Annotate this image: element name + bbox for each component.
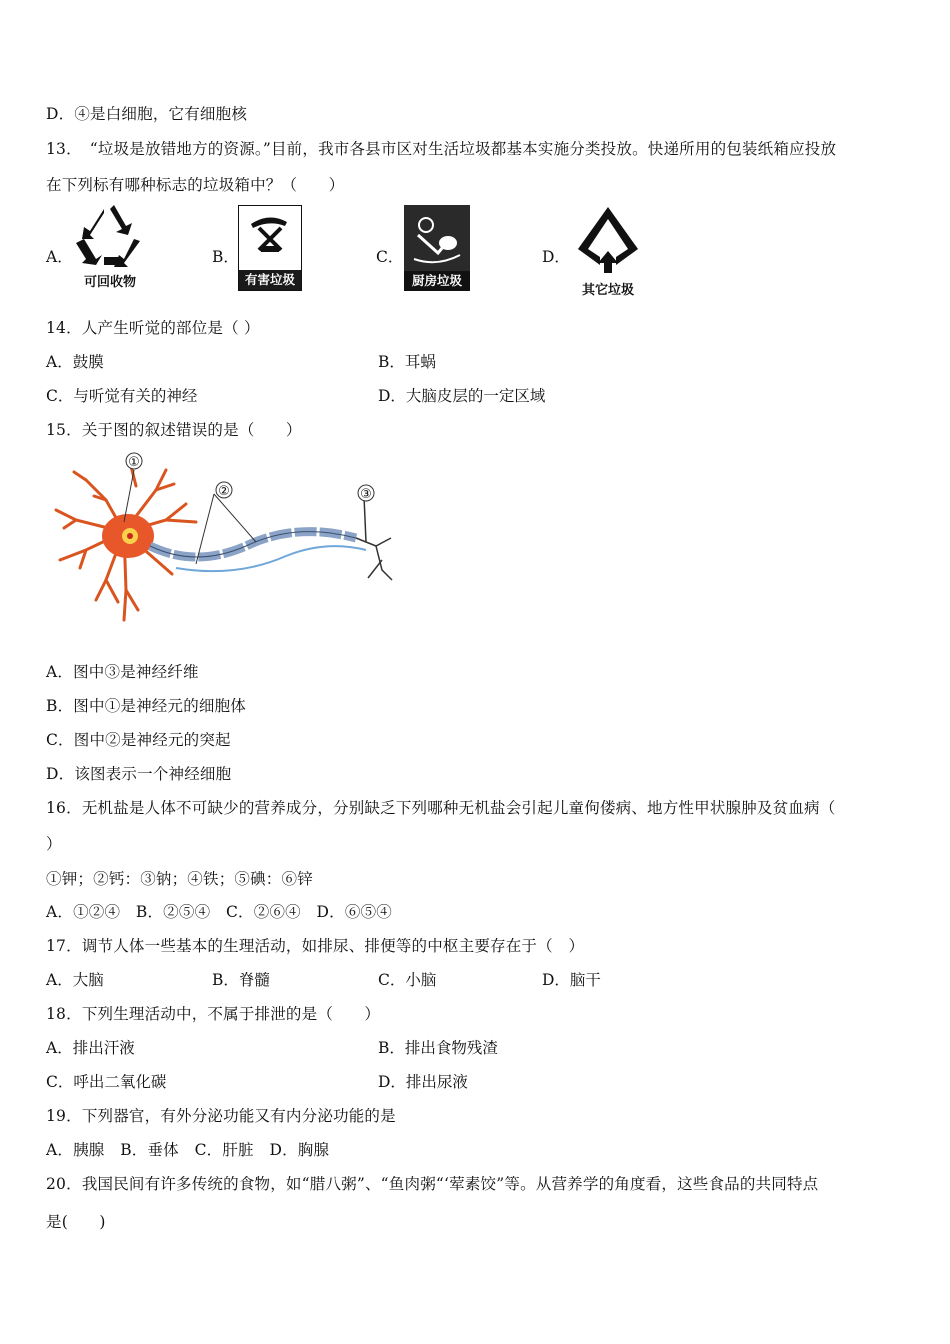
q19-stem: 19．下列器官，有外分泌功能又有内分泌功能的是 bbox=[46, 1107, 396, 1125]
q16-options: A．①②④ B．②⑤④ C．②⑥④ D．⑥⑤④ bbox=[46, 903, 392, 921]
q15-option-b: B．图中①是神经元的细胞体 bbox=[46, 697, 246, 715]
q16-stem-line1: 16．无机盐是人体不可缺少的营养成分，分别缺乏下列哪种无机盐会引起儿童佝偻病、地方性甲状腺肿及贫血病（ bbox=[46, 799, 836, 817]
q14-option-b: B．耳蜗 bbox=[378, 353, 436, 371]
figure-label-2: ② bbox=[218, 484, 230, 499]
q13-option-d-caption: 其它垃圾 bbox=[581, 283, 634, 298]
q13-option-c-label: C． bbox=[376, 248, 404, 266]
kitchen-waste-icon bbox=[404, 205, 470, 269]
q13-option-d-label: D． bbox=[542, 248, 570, 266]
hazardous-waste-icon bbox=[239, 206, 301, 268]
q18-option-a: A．排出汗液 bbox=[46, 1039, 135, 1057]
q12-option-d: D．④是白细胞，它有细胞核 bbox=[46, 105, 248, 123]
q19-options: A．胰腺 B．垂体 C．肝脏 D．胸腺 bbox=[46, 1141, 330, 1159]
q13-stem-line2: 在下列标有哪种标志的垃圾箱中？（ ） bbox=[46, 176, 345, 194]
recycle-icon bbox=[74, 205, 146, 267]
q16-stem-line2: ） bbox=[46, 835, 62, 853]
q14-stem: 14．人产生听觉的部位是（ ） bbox=[46, 319, 260, 337]
neuron-figure bbox=[46, 450, 396, 625]
q20-stem-line2: 是( ) bbox=[46, 1213, 106, 1231]
q15-stem: 15．关于图的叙述错误的是（ ） bbox=[46, 421, 302, 439]
figure-label-1: ① bbox=[128, 455, 140, 470]
q18-option-d: D．排出尿液 bbox=[378, 1073, 468, 1091]
q13-option-b-image bbox=[238, 205, 302, 291]
q14-option-d: D．大脑皮层的一定区域 bbox=[378, 387, 546, 405]
q17-option-c: C．小脑 bbox=[378, 971, 437, 989]
q13-option-c-image bbox=[404, 205, 470, 291]
q13-option-d-image bbox=[572, 205, 644, 298]
q17-stem: 17．调节人体一些基本的生理活动，如排尿、排便等的中枢主要存在于（ ） bbox=[46, 937, 585, 955]
q17-option-d: D．脑干 bbox=[542, 971, 601, 989]
q14-option-c: C．与听觉有关的神经 bbox=[46, 387, 198, 405]
q18-stem: 18．下列生理活动中，不属于排泄的是（ ） bbox=[46, 1005, 381, 1023]
q13-option-b-caption: 有害垃圾 bbox=[239, 270, 301, 290]
q18-option-b: B．排出食物残渣 bbox=[378, 1039, 498, 1057]
q15-option-a: A．图中③是神经纤维 bbox=[46, 663, 199, 681]
q15-option-d: D．该图表示一个神经细胞 bbox=[46, 765, 232, 783]
q18-option-c: C．呼出二氧化碳 bbox=[46, 1073, 167, 1091]
q13-option-a-label: A． bbox=[46, 248, 73, 266]
q17-option-a: A．大脑 bbox=[46, 971, 104, 989]
other-waste-icon bbox=[572, 205, 644, 275]
q17-option-b: B．脊髓 bbox=[212, 971, 270, 989]
q20-stem-line1: 20．我国民间有许多传统的食物，如“腊八粥”、“鱼肉粥“‘荤素饺”等。从营养学的角度看，这些食品的共同特点 bbox=[46, 1175, 819, 1193]
q15-option-c: C．图中②是神经元的突起 bbox=[46, 731, 231, 749]
q16-items: ①钾；②钙：③钠；④铁；⑤碘：⑥锌 bbox=[46, 870, 313, 888]
q13-option-a-image bbox=[74, 205, 146, 290]
q13-stem-line1: 13． “垃圾是放错地方的资源。”目前，我市各县市区对生活垃圾都基本实施分类投放。快递所用的包装纸箱应投放 bbox=[46, 140, 837, 158]
q13-option-c-caption: 厨房垃圾 bbox=[404, 271, 470, 291]
q13-option-b-label: B． bbox=[212, 248, 239, 266]
figure-label-3: ③ bbox=[360, 487, 372, 502]
q14-option-a: A．鼓膜 bbox=[46, 353, 104, 371]
q13-option-a-caption: 可回收物 bbox=[83, 275, 136, 290]
